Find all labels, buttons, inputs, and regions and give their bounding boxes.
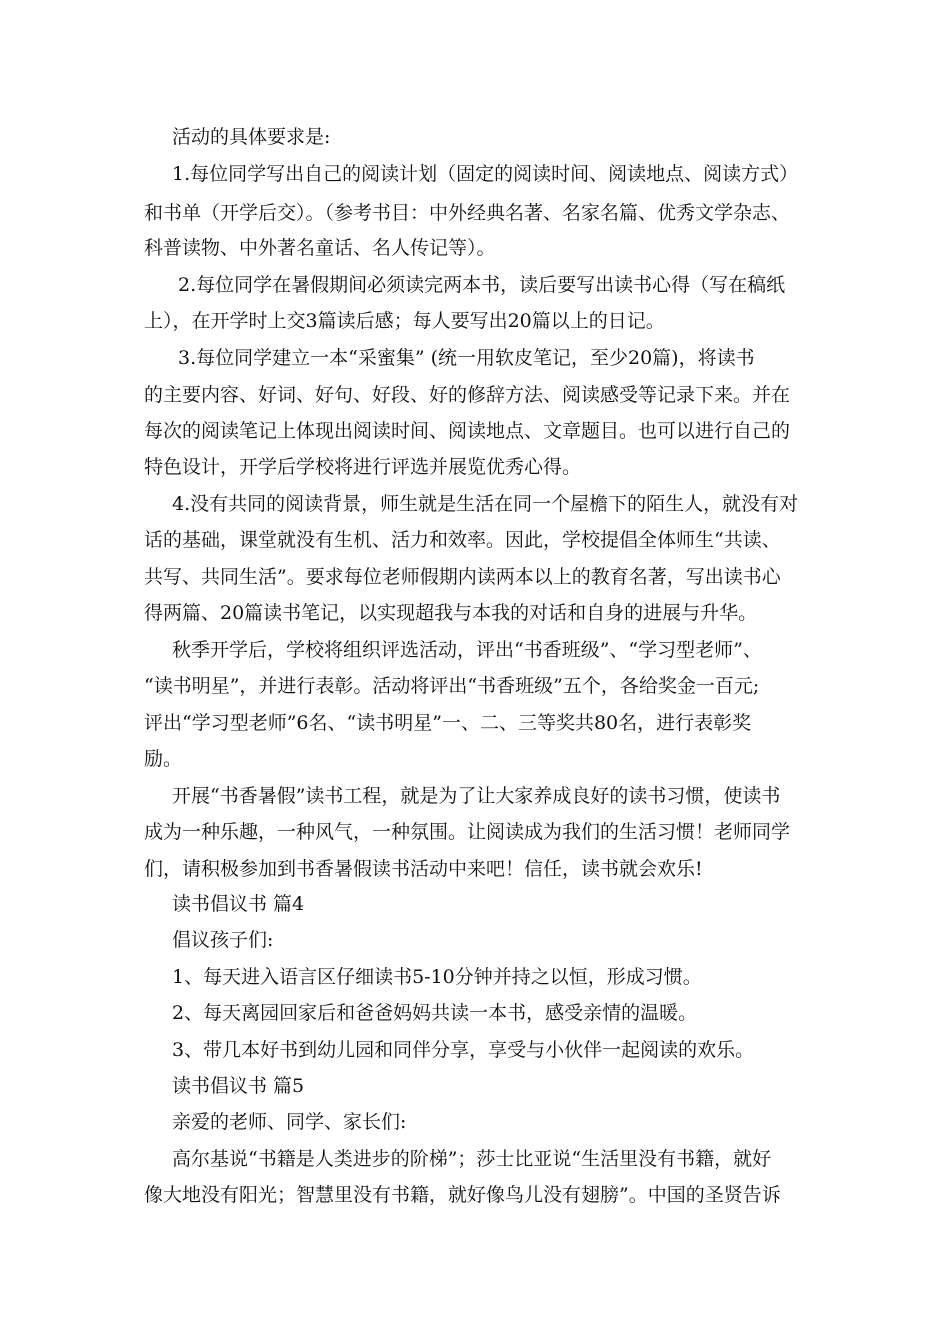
paragraph-line: 特色设计，开学后学校将进行评选并展览优秀心得。	[144, 456, 582, 478]
paragraph-line: 的主要内容、好词、好句、好段、好的修辞方法、阅读感受等记录下来。并在	[144, 384, 791, 406]
paragraph-line: 秋季开学后，学校将组织评选活动，评出“书香班级”、“学习型老师”、	[172, 639, 762, 661]
paragraph-line: 像大地没有阳光；智慧里没有书籍，就好像鸟儿没有翅膀”。中国的圣贤告诉	[144, 1184, 781, 1206]
paragraph-line: 科普读物、中外著名童话、名人传记等）。	[144, 237, 496, 259]
paragraph-line: 开展“书香暑假”读书工程，就是为了让大家养成良好的读书习惯，使读书	[172, 785, 781, 807]
paragraph-line: 共写、共同生活”。要求每位老师假期内读两本以上的教育名著，写出读书心	[144, 566, 781, 588]
paragraph-line: 1.每位同学写出自己的阅读计划（固定的阅读时间、阅读地点、阅读方式）	[172, 163, 799, 185]
paragraph-line: “读书明星”，并进行表彰。活动将评出“书香班级”五个，各给奖金一百元;	[144, 675, 760, 697]
paragraph-line: 评出“学习型老师”6名、“读书明星”一、二、三等奖共80名，进行表彰奖	[144, 712, 752, 734]
paragraph-line: 活动的具体要求是:	[172, 126, 331, 148]
paragraph-line: 励。	[144, 748, 183, 770]
section-heading: 读书倡议书 篇5	[172, 1075, 305, 1097]
paragraph-line: 们，请积极参加到书香暑假读书活动中来吧！信任，读书就会欢乐!	[144, 858, 703, 880]
list-item: 3、带几本好书到幼儿园和同伴分享，享受与小伙伴一起阅读的欢乐。	[172, 1039, 755, 1061]
paragraph-line: 每次的阅读笔记上体现出阅读时间、阅读地点、文章题目。也可以进行自己的	[144, 420, 791, 442]
paragraph-line: 亲爱的老师、同学、家长们:	[172, 1111, 407, 1133]
paragraph-line: 高尔基说“书籍是人类进步的阶梯”；莎士比亚说“生活里没有书籍，就好	[172, 1148, 772, 1170]
paragraph-line: 4.没有共同的阅读背景，师生就是生活在同一个屋檐下的陌生人，就没有对	[172, 493, 799, 515]
paragraph-line: 2.每位同学在暑假期间必须读完两本书，读后要写出读书心得（写在稿纸	[178, 274, 786, 296]
list-item: 2、每天离园回家后和爸爸妈妈共读一本书，感受亲情的温暖。	[172, 1002, 698, 1024]
paragraph-line: 得两篇、20篇读书笔记，以实现超我与本我的对话和自身的进展与升华。	[144, 602, 758, 624]
paragraph-line: 3.每位同学建立一本“采蜜集” (统一用软皮笔记，至少20篇)，将读书	[178, 347, 755, 369]
paragraph-line: 话的基础，课堂就没有生机、活力和效率。因此，学校提倡全体师生“共读、	[144, 529, 781, 551]
paragraph-line: 倡议孩子们:	[172, 929, 274, 951]
paragraph-line: 上），在开学时上交3篇读后感；每人要写出20篇以上的日记。	[144, 310, 665, 332]
paragraph-line: 和书单（开学后交）。（参考书目：中外经典名著、名家名篇、优秀文学杂志、	[144, 202, 791, 224]
section-heading: 读书倡议书 篇4	[172, 893, 305, 915]
list-item: 1、每天进入语言区仔细读书5-10分钟并持之以恒，形成习惯。	[172, 966, 702, 988]
paragraph-line: 成为一种乐趣，一种风气，一种氛围。让阅读成为我们的生活习惯！老师同学	[144, 821, 791, 843]
